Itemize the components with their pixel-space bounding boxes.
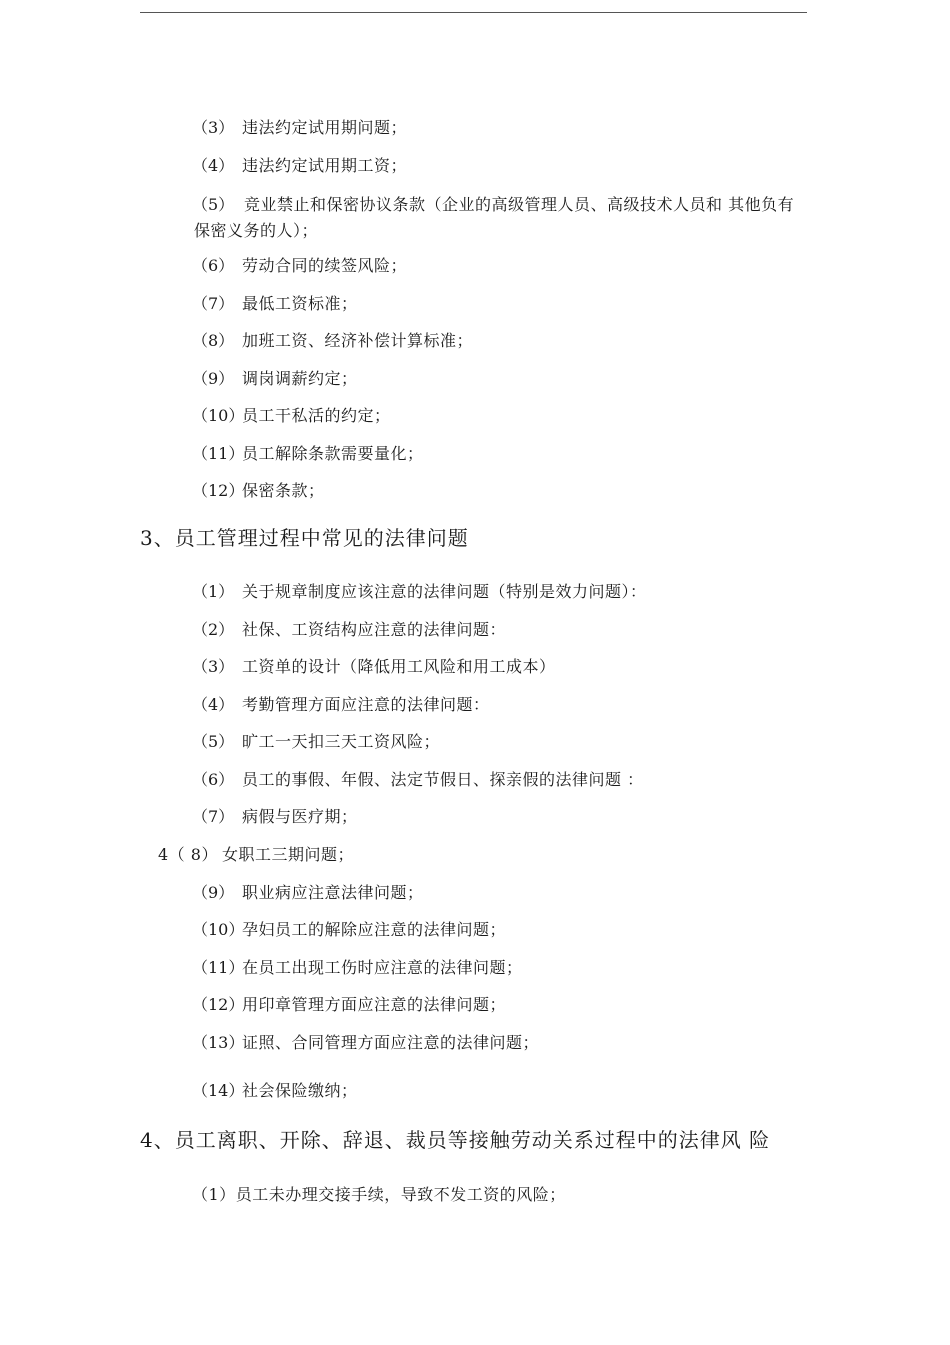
item-text: 社保、工资结构应注意的法律问题： bbox=[242, 620, 507, 639]
item-number: （9） bbox=[192, 883, 235, 902]
list-item bbox=[192, 444, 424, 464]
item-text: 员工干私活的约定； bbox=[242, 406, 391, 425]
item-number: （1） bbox=[192, 582, 235, 601]
list-item bbox=[192, 958, 523, 978]
list-item bbox=[192, 369, 358, 389]
wrapped-line bbox=[140, 192, 800, 244]
item-text: 关于规章制度应该注意的法律问题（特别是效力问题）： bbox=[242, 582, 647, 601]
item-number: （11） bbox=[192, 444, 245, 463]
item-text: 用印章管理方面应注意的法律问题； bbox=[242, 995, 507, 1014]
list-item bbox=[192, 1185, 566, 1205]
item-text: 违法约定试用期问题； bbox=[242, 118, 408, 137]
item-text: 调岗调薪约定； bbox=[242, 369, 358, 388]
list-item bbox=[192, 331, 473, 351]
list-item bbox=[192, 406, 391, 426]
item-text: 在员工出现工伤时应注意的法律问题； bbox=[242, 958, 523, 977]
item-text: 病假与医疗期； bbox=[242, 807, 358, 826]
list-item bbox=[192, 156, 407, 176]
item-number: （6） bbox=[192, 770, 235, 789]
list-item bbox=[192, 481, 325, 501]
item-number: （4） bbox=[192, 695, 235, 714]
list-item bbox=[192, 1033, 539, 1053]
item-number: （2） bbox=[192, 620, 235, 639]
item-text: 考勤管理方面应注意的法律问题： bbox=[242, 695, 490, 714]
item-number: （4） bbox=[192, 156, 235, 175]
item-text: 旷工一天扣三天工资风险； bbox=[242, 732, 441, 751]
item-number: （10） bbox=[192, 406, 245, 425]
item-text: 劳动合同的续签风险； bbox=[242, 256, 408, 275]
list-item bbox=[192, 256, 407, 276]
list-item bbox=[192, 807, 358, 827]
item-text: 员工解除条款需要量化； bbox=[242, 444, 424, 463]
list-item bbox=[192, 657, 556, 677]
list-item bbox=[192, 732, 440, 752]
item-text: 违法约定试用期工资； bbox=[242, 156, 408, 175]
item-number: （8） bbox=[192, 331, 235, 350]
item-number: 4（ 8） bbox=[158, 845, 218, 864]
list-item bbox=[192, 582, 647, 602]
list-item bbox=[140, 192, 800, 244]
item-number: （12） bbox=[192, 481, 245, 500]
item-text: 员工的事假、年假、法定节假日、探亲假的法律问题 ： bbox=[242, 770, 644, 789]
list-item bbox=[158, 845, 354, 865]
item-text: 保密条款； bbox=[242, 481, 325, 500]
item-number: （1） bbox=[192, 1185, 236, 1204]
list-item bbox=[192, 995, 506, 1015]
item-number: （9） bbox=[192, 369, 235, 388]
item-number: （14） bbox=[192, 1081, 245, 1100]
item-text: 工资单的设计（降低用工风险和用工成本） bbox=[242, 657, 556, 676]
item-text: 孕妇员工的解除应注意的法律问题； bbox=[242, 920, 507, 939]
item-number: （5） bbox=[192, 732, 235, 751]
item-number: （11） bbox=[192, 958, 245, 977]
list-item bbox=[192, 695, 490, 715]
item-number: （10） bbox=[192, 920, 245, 939]
list-item bbox=[192, 620, 506, 640]
item-text: 加班工资、经济补偿计算标准； bbox=[242, 331, 474, 350]
section-heading: 3、员工管理过程中常见的法律问题 bbox=[140, 526, 469, 550]
item-text: 竞业禁止和保密协议条款（企业的高级管理人员、高级技术人员和 其他负有保密义务的人）； bbox=[194, 195, 795, 240]
list-item bbox=[192, 883, 424, 903]
list-item bbox=[192, 770, 644, 790]
item-number: （7） bbox=[192, 807, 235, 826]
item-text: 最低工资标准； bbox=[242, 294, 358, 313]
section-heading: 4、员工离职、开除、辞退、裁员等接触劳动关系过程中的法律风 险 bbox=[140, 1128, 771, 1152]
list-item bbox=[192, 118, 407, 138]
item-number: （13） bbox=[192, 1033, 245, 1052]
list-item bbox=[192, 1081, 358, 1101]
item-number: （5） bbox=[192, 195, 235, 214]
item-number: （6） bbox=[192, 256, 235, 275]
item-text: 社会保险缴纳； bbox=[242, 1081, 358, 1100]
item-number: （3） bbox=[192, 118, 235, 137]
list-item bbox=[192, 920, 506, 940]
item-text: 员工未办理交接手续，导致不发工资的风险； bbox=[235, 1185, 566, 1204]
item-text: 女职工三期问题； bbox=[221, 845, 354, 864]
item-number: （12） bbox=[192, 995, 245, 1014]
item-number: （7） bbox=[192, 294, 235, 313]
header-rule bbox=[140, 12, 807, 13]
list-item bbox=[192, 294, 358, 314]
item-text: 职业病应注意法律问题； bbox=[242, 883, 424, 902]
item-text: 证照、合同管理方面应注意的法律问题； bbox=[242, 1033, 540, 1052]
item-number: （3） bbox=[192, 657, 235, 676]
